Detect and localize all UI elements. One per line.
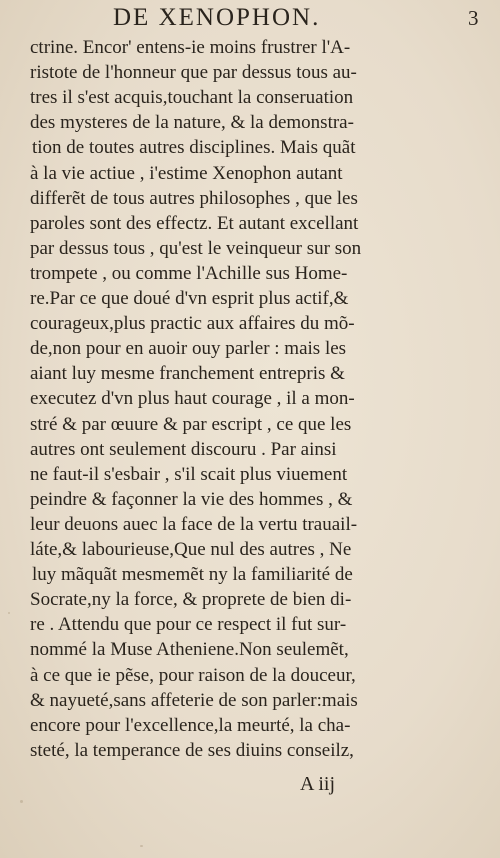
text-line: & nayueté,sans affeterie de son parler:mais — [30, 689, 358, 711]
text-line: peindre & façonner la vie des hommes , & — [30, 488, 353, 510]
text-line: ctrine. Encor' entens-ie moins frustrer l'A- — [30, 37, 351, 58]
text-line: courageux,plus practic aux affaires du mõ- — [30, 313, 355, 335]
paper-spot — [8, 612, 10, 614]
signature-mark: A iij — [300, 773, 336, 795]
text-line: nommé la Muse Atheniene.Non seulemẽt, — [30, 639, 349, 661]
text-line: ristote de l'honneur que par dessus tous au- — [30, 62, 357, 84]
text-line: autres ont seulement discouru . Par ainsi — [30, 438, 337, 460]
text-line: leur deuons auec la face de la vertu trauail- — [30, 513, 358, 535]
text-line: láte,& labourieuse,Que nul des autres , Ne — [30, 539, 352, 560]
text-line: re . Attendu que pour ce respect il fut sur- — [30, 614, 347, 636]
paper-spot — [20, 800, 23, 803]
text-line: luy mãquãt mesmemẽt ny la familiarité de — [32, 564, 353, 586]
text-line: encore pour l'excellence,la meurté, la cha- — [30, 714, 351, 736]
text-line: differẽt de tous autres philosophes , que les — [30, 187, 358, 209]
running-title: DE XENOPHON. — [113, 4, 321, 31]
text-line: stré & par œuure & par escript , ce que les — [30, 413, 352, 435]
page-number: 3 — [468, 6, 479, 30]
text-line: tion de toutes autres disciplines. Mais quãt — [32, 137, 356, 159]
page-header — [0, 2, 500, 32]
paper-spot — [140, 845, 143, 847]
text-line: trompete , ou comme l'Achille sus Home- — [30, 262, 348, 284]
text-line: aiant luy mesme franchement entrepris & — [30, 363, 345, 385]
text-line: re.Par ce que doué d'vn esprit plus actif,& — [30, 288, 349, 309]
text-line: des mysteres de la nature, & la demonstra- — [30, 112, 354, 134]
text-line: à ce que ie pẽse, pour raison de la douceur, — [30, 664, 356, 686]
text-line: tres il s'est acquis,touchant la conseruation — [30, 87, 354, 109]
text-line: à la vie actiue , i'estime Xenophon autant — [30, 162, 343, 184]
text-line: Socrate,ny la force, & proprete de bien di- — [30, 589, 352, 611]
text-line: de,non pour en auoir ouy parler : mais les — [30, 338, 347, 360]
text-line: paroles sont des effectz. Et autant excellant — [30, 212, 359, 234]
text-line: executez d'vn plus haut courage , il a mon- — [30, 388, 355, 410]
text-line: steté, la temperance de ses diuins conseilz, — [30, 739, 354, 761]
text-line: ne faut-il s'esbair , s'il scait plus viuement — [30, 463, 348, 485]
text-line: par dessus tous , qu'est le veinqueur sur son — [30, 237, 362, 259]
